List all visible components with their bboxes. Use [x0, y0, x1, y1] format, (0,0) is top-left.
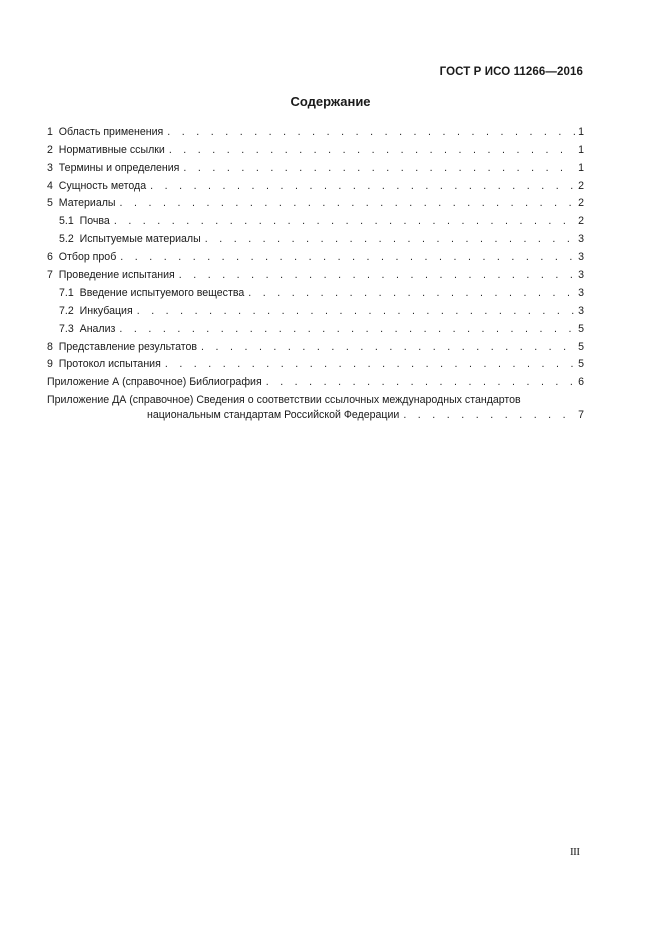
- toc-entry-label: Сущность метода: [58, 179, 147, 192]
- toc-leader-dots: [201, 340, 575, 354]
- toc-entry-label: Протокол испытания: [58, 358, 161, 371]
- toc-leader-dots: [119, 322, 575, 336]
- toc-entry-label: Представление результатов: [58, 340, 197, 353]
- toc-entry-number: 4: [47, 179, 53, 192]
- toc-entry-page: 3: [578, 251, 584, 264]
- toc-entry-page: 1: [578, 125, 584, 138]
- toc-leader-dots: [248, 286, 575, 300]
- toc-entry-number: 5.2: [59, 233, 74, 246]
- toc-entry[interactable]: [47, 336, 584, 354]
- toc-entry-appendix-a[interactable]: [47, 371, 584, 389]
- toc-leader-dots: [266, 375, 575, 389]
- toc-leader-dots: [120, 250, 575, 264]
- toc-entry-number: 7.1: [59, 286, 74, 299]
- toc-entry-number: 8: [47, 340, 53, 353]
- toc-title: Содержание: [290, 94, 371, 109]
- toc-entry-label: Материалы: [58, 197, 116, 210]
- toc-entry[interactable]: [47, 193, 584, 211]
- toc-entry-page: 5: [578, 340, 584, 353]
- toc-entry-number: 7.3: [59, 322, 74, 335]
- toc-entry[interactable]: [47, 157, 584, 175]
- toc-entry-number: 1: [47, 125, 53, 138]
- toc-entry[interactable]: [47, 139, 584, 157]
- toc-entry-label: Проведение испытания: [58, 269, 175, 282]
- toc-entry-number: 6: [47, 251, 53, 264]
- page-number: III: [570, 846, 580, 858]
- toc-entry-page: 6: [578, 376, 584, 389]
- toc-entry-label: Приложение А (справочное) Библиография: [47, 376, 262, 389]
- toc-entry-label: Область применения: [58, 125, 164, 138]
- toc-entry-page: 3: [578, 269, 584, 282]
- toc-leader-dots: [165, 357, 575, 371]
- toc-entry[interactable]: [47, 354, 584, 372]
- toc-entry-page: 5: [578, 322, 584, 335]
- toc-leader-dots: [183, 161, 575, 175]
- document-code: ГОСТ Р ИСО 11266—2016: [439, 66, 583, 78]
- toc-entry-line1: [47, 389, 584, 407]
- toc-entry-appendix-da[interactable]: [47, 389, 584, 422]
- toc-entry-label: Приложение ДА (справочное) Сведения о соответствии ссылочных международных стандартов: [47, 394, 521, 407]
- toc-entry-label: Почва: [79, 215, 110, 228]
- toc-entry-number: 2: [47, 143, 53, 156]
- toc-entry[interactable]: [47, 300, 584, 318]
- toc-entry[interactable]: [47, 121, 584, 139]
- toc-entry[interactable]: [47, 264, 584, 282]
- toc-entry-label: Нормативные ссылки: [58, 143, 165, 156]
- toc-entry-page: 7: [578, 409, 584, 422]
- toc-entry-number: 7: [47, 269, 53, 282]
- toc-entry-page: 3: [578, 304, 584, 317]
- toc-entry-page: 2: [578, 215, 584, 228]
- toc-entry-number: 7.2: [59, 304, 74, 317]
- toc-entry[interactable]: [47, 175, 584, 193]
- toc-entries: [47, 121, 584, 371]
- toc-leader-dots: [169, 143, 575, 157]
- toc-entry-label-cont: национальным стандартам Российской Федерации: [147, 409, 400, 422]
- toc-entry-label: Инкубация: [79, 304, 133, 317]
- toc-entry-number: 9: [47, 358, 53, 371]
- toc-leader-dots: [150, 179, 575, 193]
- toc-entry-label: Отбор проб: [58, 251, 117, 264]
- toc-leader-dots: [205, 232, 575, 246]
- toc-entry-page: 1: [578, 143, 584, 156]
- toc-entry-label: Анализ: [79, 322, 116, 335]
- toc-entry-page: 1: [578, 161, 584, 174]
- toc-leader-dots: [179, 268, 575, 282]
- toc-leader-dots: [403, 408, 575, 422]
- toc-entry-number: 3: [47, 161, 53, 174]
- toc-entry-page: 3: [578, 286, 584, 299]
- toc-entry-label: Испытуемые материалы: [79, 233, 201, 246]
- toc-entry[interactable]: [47, 210, 584, 228]
- toc-entry[interactable]: [47, 318, 584, 336]
- toc-entry-label: Термины и определения: [58, 161, 180, 174]
- toc-entry[interactable]: [47, 282, 584, 300]
- toc-entry[interactable]: [47, 228, 584, 246]
- toc-entry-page: 5: [578, 358, 584, 371]
- toc-entry-page: 2: [578, 179, 584, 192]
- toc-entry-label: Введение испытуемого вещества: [79, 286, 245, 299]
- toc-leader-dots: [114, 214, 575, 228]
- toc-leader-dots: [137, 304, 575, 318]
- toc-entry-page: 3: [578, 233, 584, 246]
- toc-leader-dots: [167, 125, 575, 139]
- toc-entry[interactable]: [47, 246, 584, 264]
- toc-entry-line2: [47, 407, 584, 422]
- toc-leader-dots: [120, 196, 576, 210]
- toc-entry-number: 5: [47, 197, 53, 210]
- table-of-contents: [47, 121, 584, 422]
- toc-entry-page: 2: [578, 197, 584, 210]
- toc-entry-number: 5.1: [59, 215, 74, 228]
